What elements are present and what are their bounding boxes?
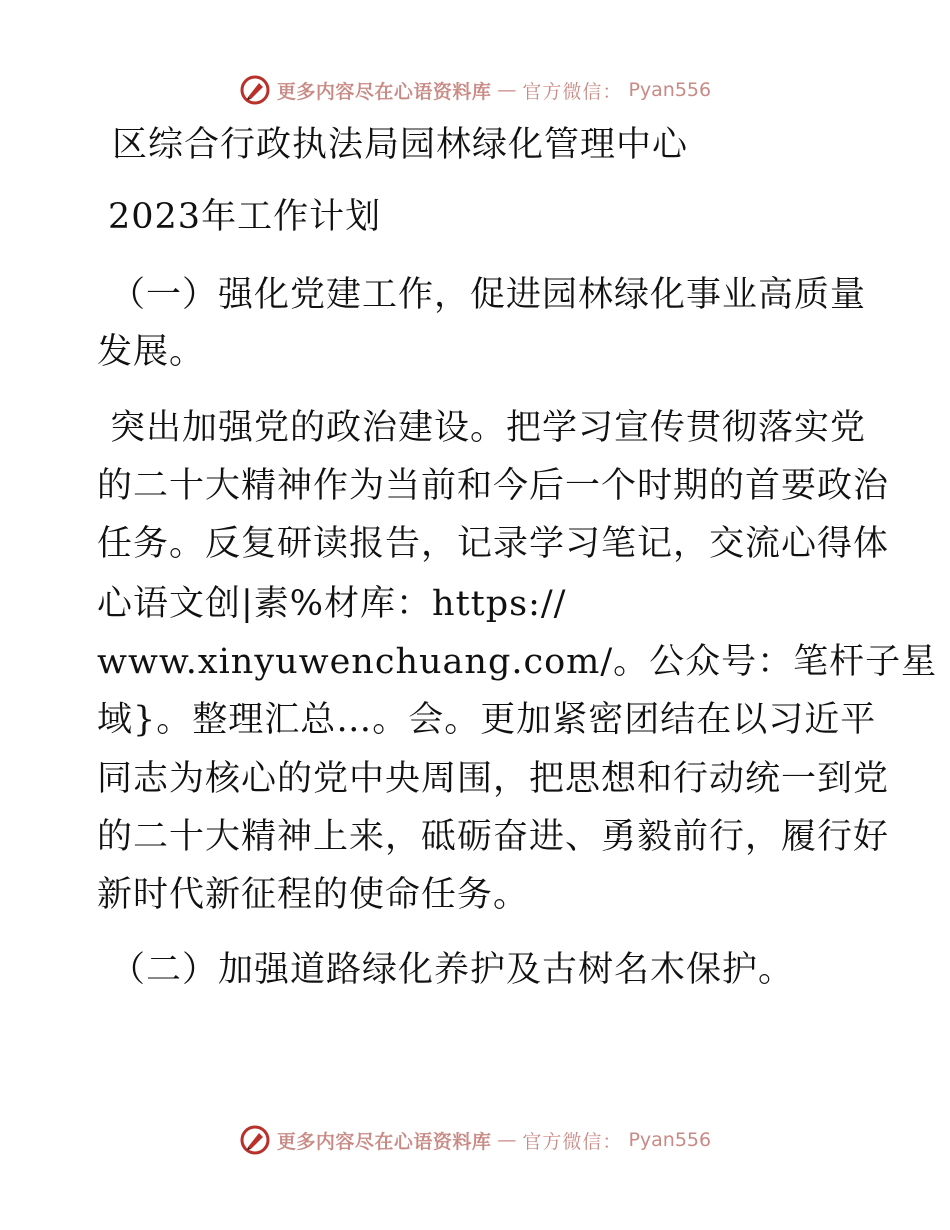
section1-paragraph-line: 的二十大精神上来，砥砺奋进、勇毅前行，履行好 — [97, 817, 890, 857]
section1-paragraph-line: 同志为核心的党中央周围，把思想和行动统一到党 — [97, 759, 890, 799]
section1-paragraph-line: 域}。整理汇总…。会。更加紧密团结在以习近平 — [97, 700, 877, 740]
watermark-wechat-label: 官方微信： — [522, 1130, 623, 1153]
watermark-banner-top — [0, 70, 950, 110]
document-title-line1: 区综合行政执法局园林绿化管理中心 — [112, 125, 689, 165]
watermark-dash: — — [497, 79, 517, 101]
section2-heading: （二）加强道路绿化养护及古树名木保护。 — [110, 950, 795, 990]
section1-paragraph-line: 任务。反复研读报告，记录学习笔记，交流心得体 — [97, 524, 890, 564]
watermark-handle: Pyan556 — [628, 79, 712, 101]
watermark-wechat-label: 官方微信： — [522, 80, 623, 103]
pen-nib-logo-icon — [239, 74, 271, 106]
watermark-handle: Pyan556 — [628, 1129, 712, 1151]
watermark-dash: — — [497, 1129, 517, 1151]
section1-heading-line1: （一）强化党建工作，促进园林绿化事业高质量 — [110, 275, 867, 315]
section1-paragraph-line: 的二十大精神作为当前和今后一个时期的首要政治 — [97, 466, 890, 506]
section1-heading-line2: 发展。 — [97, 332, 206, 372]
pen-nib-logo-icon — [239, 1124, 271, 1156]
watermark-brand: 更多内容尽在心语资料库 — [276, 1130, 492, 1153]
watermark-brand: 更多内容尽在心语资料库 — [276, 80, 492, 103]
watermark-banner-bottom — [0, 1120, 950, 1160]
document-title-line2: 2023年工作计划 — [108, 197, 382, 237]
section1-paragraph-line: 突出加强党的政治建设。把学习宣传贯彻落实党 — [110, 408, 867, 448]
section1-paragraph-line: 心语文创|素%材库：https:// — [97, 584, 567, 624]
section1-paragraph-line: 新时代新征程的使命任务。 — [97, 875, 530, 915]
section1-paragraph-line: www.xinyuwenchuang.com/。公众号：笔杆子星 — [97, 642, 938, 682]
